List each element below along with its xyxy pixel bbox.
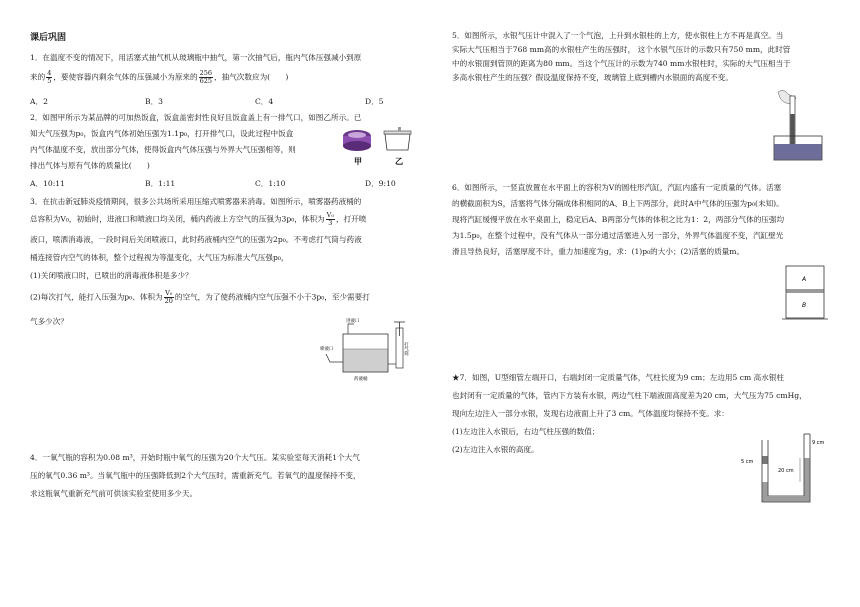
q1-option-a: A．2 [30, 97, 48, 106]
label-yi: 乙 [395, 157, 403, 166]
q1-text-b1: 来的 [30, 72, 46, 82]
q1-text-b3: ，抽气次数应为( ) [214, 72, 289, 82]
q2-option-b: B．1:11 [145, 179, 176, 188]
fig-pump-label: 打气筒 [403, 342, 409, 356]
lunchbox-jia-image [343, 130, 371, 151]
q3-line3: 液口，喷洒消毒液，一段时间后关闭喷液口，此时药液桶内空气的压强为2p₀。不考虑打气筒与药液 [30, 235, 362, 244]
q6-line4: 为1.5p₀，在整个过程中，没有气体从一部分通过活塞进入另一部分，外界气体温度不变，汽缸壁光 [452, 231, 784, 240]
fig-spray-label: 喷液口 [320, 347, 334, 352]
label-9cm: 9 cm [812, 440, 825, 446]
q2-options [30, 178, 396, 189]
q7-u-tube-figure [740, 430, 840, 508]
label-jia: 甲 [354, 157, 362, 166]
q2-option-d: D．9:10 [365, 179, 396, 188]
fig-inlet-label: 进液口 [346, 319, 360, 324]
label-a: A [802, 276, 807, 283]
q5-line2: 实际大气压相当于768 mm高的水银柱产生的压强时， 这个水银气压计的示数只有750 mm，此时管 [452, 45, 791, 54]
label-20cm: 20 cm [778, 468, 794, 474]
q6-line5: 滑且导热良好，活塞厚度不计，重力加速度为g，求：(1)p₀的大小；(2)活塞的质量m。 [452, 247, 745, 256]
fig-tank-label: 药液桶 [354, 377, 368, 382]
q6-line3: 现将汽缸缓慢平放在水平桌面上，稳定后A、B两部分气体的体积之比为1：2，两部分气体的压强均 [452, 215, 785, 224]
q1-option-d: D．5 [365, 97, 384, 106]
q5-line3: 中的水银面到管顶的距离为80 mm。当这个气压计的示数为740 mm水银柱时，实际的大气压相当于 [452, 59, 791, 68]
q3-line7: 气多少次？ [30, 317, 68, 326]
q7-line1: ★7．如图，U型细管左端开口，右端封闭一定质量气体，气柱长度为9 cm；左边用5 cm 高水银柱 [452, 373, 785, 382]
q6-line2: 的横截面积为S，活塞将气体分隔成体积相同的A、B上下两部分，此时A中气体的压强为p₀(未知)。 [452, 199, 784, 208]
section-heading: 课后巩固 [30, 33, 67, 43]
q3-fraction-v0-20: $\frac{\text{V₀}}{20}$ [164, 289, 173, 305]
lunchbox-yi-diagram [384, 127, 411, 150]
q4-line3: 求这瓶氧气重新充气前可供该实验室使用多少天。 [30, 489, 198, 498]
q3-line4: 桶连接管内空气的体积，整个过程视为等温变化，大气压为标准大气压强p₀， [30, 253, 289, 262]
q3-line6: (2)每次打气，能打入压强为p₀、体积为 $\frac{\text{V₀}}{20}$ 的空气，为了使药液桶内空气压强不小于3p₀，至少需要打 [30, 289, 370, 305]
q5-line4: 多高水银柱产生的压强？假设温度保持不变，玻璃管上底到槽内水银面的高度不变。 [452, 73, 733, 82]
q1-fraction-256-625: $\frac{256}{625}$ [199, 69, 213, 85]
q2-line1: 2．如图甲所示为某品牌的可加热饭盒，饭盒盖密封性良好且饭盒盖上有一排气口，如图乙所示。已 [30, 113, 362, 122]
q5-line1: 5．如图所示，水银气压计中混入了一个气泡，上升到水银柱的上方，使水银柱上方不再是真空。当 [452, 31, 784, 40]
q1-option-b: B．3 [145, 97, 164, 106]
q1-text-b2: ，要使容器内剩余气体的压强减小为原来的 [53, 72, 198, 82]
label-5cm: 5 cm [741, 459, 754, 465]
q3-line2: 总容积为V₀，初始时，进液口和喷液口均关闭，桶内药液上方空气的压强为3p₀，体积为 $\frac{\text{V₀}}{3}$ ，打开喷 [30, 211, 367, 227]
q6-line1: 6．如图所示，一竖直放置在水平面上的容积为V的圆柱形汽缸，汽缸内盛有一定质量的气体。活塞 [452, 183, 782, 192]
q1-options [30, 96, 384, 107]
q7-line4: (1)左边注入水银后，右边气柱压强的数值； [452, 427, 600, 436]
q2-line3: 内气体温度不变，放出部分气体，使得饭盒内气体压强与外界大气压强相等，则 [30, 145, 296, 154]
q1-line2 [30, 70, 288, 85]
q2-option-c: C．1:10 [255, 179, 286, 188]
q1-option-c: C．4 [255, 97, 274, 106]
q1-fraction-4-5: $\frac{4}{5}$ [47, 69, 52, 85]
label-b: B [802, 302, 807, 309]
q4-line1: 4．一氧气瓶的容积为0.08 m³，开始时瓶中氧气的压强为20个大气压。某实验室每天消耗1个大气 [30, 453, 360, 462]
q2-line2: 知大气压强为p₀，饭盒内气体初始压强为1.1p₀，打开排气口，设此过程中饭盒 [30, 129, 294, 138]
q2-line4: 排出气体与原有气体的质量比( ) [30, 161, 150, 170]
q3-sprayer-figure [318, 314, 418, 384]
q2-option-a: A．10:11 [30, 179, 65, 188]
q6-cylinder-figure [782, 264, 832, 322]
q3-line5: (1)关闭喷液口时，已喷出的消毒液体积是多少？ [30, 271, 193, 280]
q3-fraction-v0-3: $\frac{\text{V₀}}{3}$ [326, 211, 334, 227]
q7-line3: 现向左边注入一部分水银，发现右边液面上升了3 cm。气体温度均保持不变。求： [452, 409, 729, 418]
q3-line1: 3．在抗击新冠肺炎疫情期间，很多公共场所采用压缩式喷雾器来消毒。如图所示，喷雾器药液桶的 [30, 197, 362, 206]
q1-line1: 1．在温度不变的情况下，用活塞式抽气机从玻璃瓶中抽气，第一次抽气后，瓶内气体压强减小到原 [30, 53, 362, 62]
q2-lunchbox-figure [340, 124, 415, 172]
q7-line2: 也封闭有一定质量的气体，管内下方装有水银，两边气柱下端液面高度差为20 cm，大气压为75 cmHg， [452, 391, 807, 400]
q5-barometer-figure [770, 84, 840, 164]
q4-line2: 压的氧气0.36 m³。当氧气瓶中的压强降低到2个大气压时，需重新充气。若氧气的温度保持不变， [30, 471, 361, 480]
q7-line5: (2)左边注入水银的高度。 [452, 445, 539, 454]
